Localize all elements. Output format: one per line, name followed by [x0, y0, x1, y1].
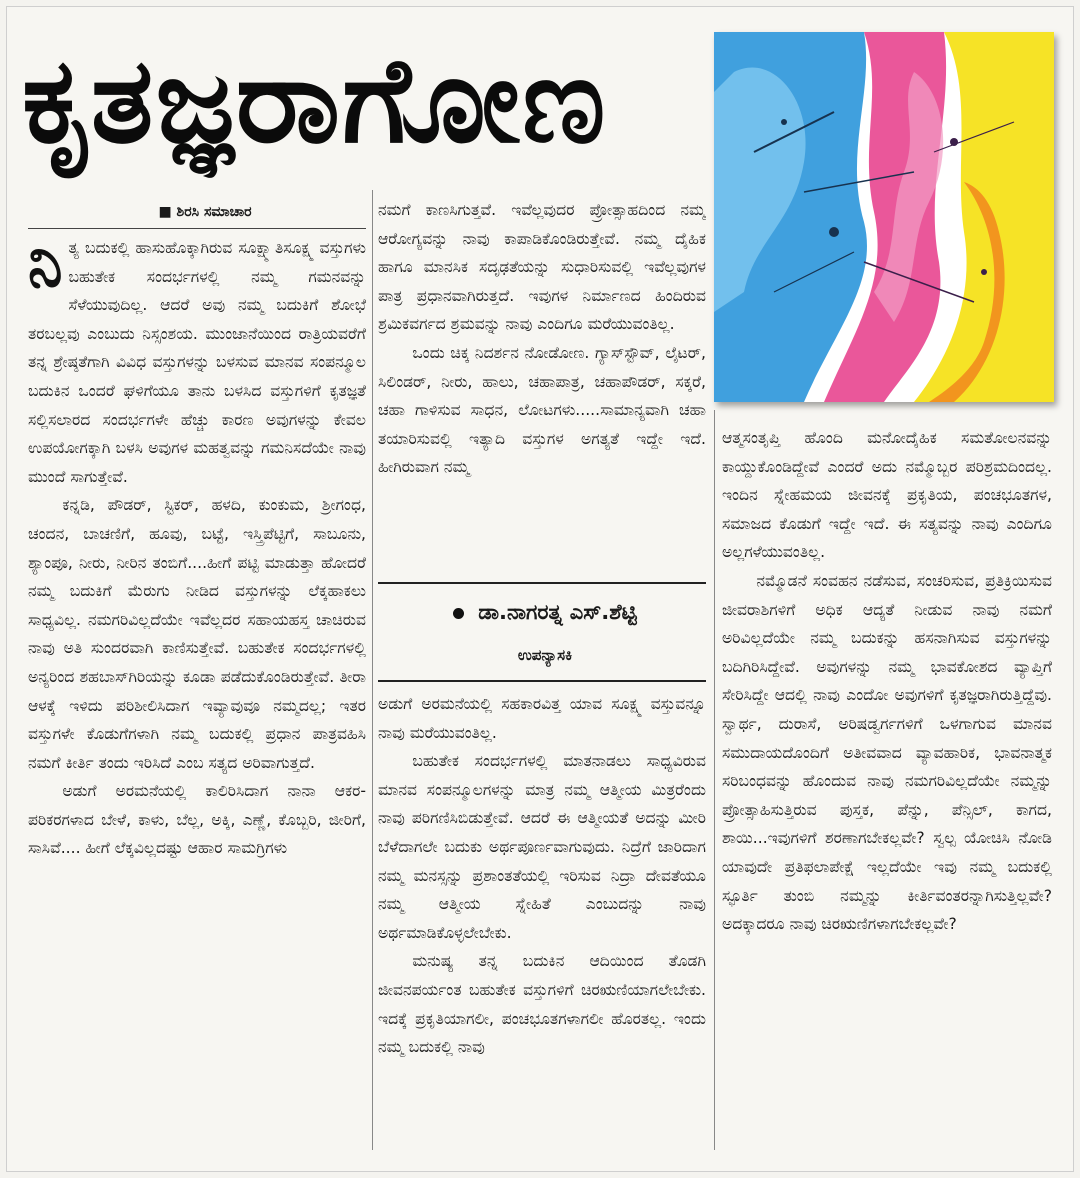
watercolor-illustration	[714, 32, 1054, 402]
author-box-rule-top	[378, 582, 706, 584]
paragraph: ನಮಗೆ ಕಾಣಸಿಗುತ್ತವೆ. ಇವೆಲ್ಲವುದರ ಪ್ರೋತ್ಸಾಹದಿಂದ ನಮ್ಮ ಆರೋಗ್ಯವನ್ನು ನಾವು ಕಾಪಾಡಿಕೊಂಡಿರುತ್ತೇವೆ. ನಮ್ಮ ದೈಹಿಕ ಹಾಗೂ ಮಾನಸಿಕ ಸದೃಢತೆಯನ್ನು ಸುಧಾರಿಸುವಲ್ಲಿ ಇವೆಲ್ಲವುಗಳ ಪಾತ್ರ ಪ್ರಧಾನವಾಗಿರುತ್ತದೆ. ಇವುಗಳ ನಿರ್ಮಾಣದ ಹಿಂದಿರುವ ಶ್ರಮಿಕವರ್ಗದ ಶ್ರಮವನ್ನು ನಾವು ಎಂದಿಗೂ ಮರೆಯುವಂತಿಲ್ಲ.	[378, 201, 706, 334]
paragraph: ನಮ್ಮೊಡನೆ ಸಂವಹನ ನಡೆಸುವ, ಸಂಚರಿಸುವ, ಪ್ರತಿಕ್ರಿಯಿಸುವ ಜೀವರಾಶಿಗಳಿಗೆ ಅಧಿಕ ಆದ್ಯತೆ ನೀಡುವ ನಾವು ನಮಗೆ ಅರಿವಿಲ್ಲದೆಯೇ ನಮ್ಮ ಬದುಕನ್ನು ಹಸನಾಗಿಸುವ ವಸ್ತುಗಳನ್ನು ಬದಿಗಿರಿಸಿದ್ದೇವೆ. ಅವುಗಳನ್ನು ನಮ್ಮ ಭಾವಕೋಶದ ವ್ಯಾಪ್ತಿಗೆ ಸೇರಿಸಿದ್ದೇ ಆದಲ್ಲಿ ನಾವು ಎಂದೋ ಅವುಗಳಿಗೆ ಕೃತಜ್ಞರಾಗಿರುತ್ತಿದ್ದೆವು. ಸ್ವಾರ್ಥ, ದುರಾಸೆ, ಅರಿಷಡ್ವರ್ಗಗಳಿಗೆ ಒಳಗಾಗುವ ಮಾನವ ಸಮುದಾಯದೊಂದಿಗೆ ಅತೀವವಾದ ವ್ಯಾವಹಾರಿಕ, ಭಾವನಾತ್ಮಕ ಸರಿಬಂಧವನ್ನು ಹೊಂದುವ ನಾವು ನಮಗರಿವಿಲ್ಲದೆಯೇ ನಮ್ಮನ್ನು ಪ್ರೋತ್ಸಾಹಿಸುತ್ತಿರುವ ಪುಸ್ತಕ, ಪೆನ್ನು, ಪೆನ್ಸಿಲ್, ಕಾಗದ, ಶಾಯಿ...ಇವುಗಳಿಗೆ ಶರಣಾಗಬೇಕಲ್ಲವೇ? ಸ್ವಲ್ಪ ಯೋಚಿಸಿ ನೋಡಿ ಯಾವುದೇ ಪ್ರತಿಫಲಾಪೇಕ್ಷೆ ಇಲ್ಲದೆಯೇ ಇವು ನಮ್ಮ ಬದುಕಲ್ಲಿ ಸ್ಫೂರ್ತಿ ತುಂಬಿ ನಮ್ಮನ್ನು ಕೀರ್ತಿವಂತರನ್ನಾಗಿಸುತ್ತಿಲ್ಲವೇ? ಅದಕ್ಕಾದರೂ ನಾವು ಚಿರಋಣಿಗಳಾಗಬೇಕಲ್ಲವೇ?	[722, 571, 1052, 934]
column-divider	[372, 190, 373, 1150]
article-column-2-top	[378, 196, 706, 570]
column-divider-top	[28, 228, 366, 229]
article-column-3	[722, 424, 1052, 1142]
paint-splash-graphic	[714, 32, 1054, 402]
article-headline: ಕೃತಜ್ಞರಾಗೋಣ	[22, 31, 608, 169]
column-divider	[714, 410, 715, 1150]
drop-cap: ನಿ	[28, 234, 63, 301]
paragraph: ಅಡುಗೆ ಅರಮನೆಯಲ್ಲಿ ಕಾಲಿರಿಸಿದಾಗ ನಾನಾ ಆಕರ-ಪರಿಕರಗಳಾದ ಬೇಳೆ, ಕಾಳು, ಬೆಲ್ಲ, ಅಕ್ಕಿ, ಎಣ್ಣೆ, ಕೊಬ್ಬರಿ, ಜೀರಿಗೆ, ಸಾಸಿವೆ.... ಹೀಗೆ ಲೆಕ್ಕವಿಲ್ಲದಷ್ಟು ಆಹಾರ ಸಾಮಗ್ರಿಗಳು	[28, 782, 366, 858]
paragraph: ಒಂದು ಚಿಕ್ಕ ನಿದರ್ಶನ ನೋಡೋಣ. ಗ್ಯಾಸ್‌ಸ್ಟೌವ್, ಲೈಟರ್, ಸಿಲಿಂಡರ್, ನೀರು, ಹಾಲು, ಚಹಾಪಾತ್ರ, ಚಹಾಪೌಡರ್, ಸಕ್ಕರೆ, ಚಹಾ ಗಾಳಿಸುವ ಸಾಧನ, ಲೋಟಗಳು.....ಸಾಮಾನ್ಯವಾಗಿ ಚಹಾ ತಯಾರಿಸುವಲ್ಲಿ ಇತ್ಯಾದಿ ವಸ್ತುಗಳ ಅಗತ್ಯತೆ ಇದ್ದೇ ಇದೆ. ಹೀಗಿರುವಾಗ ನಮ್ಮ	[378, 343, 706, 477]
author-name	[380, 592, 710, 632]
article-column-2-bottom	[378, 690, 706, 1142]
paragraph: ಆತ್ಮಸಂತೃಪ್ತಿ ಹೊಂದಿ ಮನೋದೈಹಿಕ ಸಮತೋಲನವನ್ನು ಕಾಯ್ದುಕೊಂಡಿದ್ದೇವೆ ಎಂದರೆ ಅದು ನಮ್ಮೊಬ್ಬರ ಪರಿಶ್ರಮದಿಂದಲ್ಲ. ಇಂದಿನ ಸ್ನೇಹಮಯ ಜೀವನಕ್ಕೆ ಪ್ರಕೃತಿಯ, ಪಂಚಭೂತಗಳ, ಸಮಾಜದ ಕೊಡುಗೆ ಇದ್ದೇ ಇದೆ. ಈ ಸತ್ಯವನ್ನು ನಾವು ಎಂದಿಗೂ ಅಲ್ಲಗಳೆಯುವಂತಿಲ್ಲ.	[722, 429, 1052, 562]
paragraph: ಮನುಷ್ಯ ತನ್ನ ಬದುಕಿನ ಆದಿಯಿಂದ ತೊಡಗಿ ಜೀವನಪರ್ಯಂತ ಬಹುತೇಕ ವಸ್ತುಗಳಿಗೆ ಚಿರಋಣಿಯಾಗಲೇಬೇಕು. ಇದಕ್ಕೆ ಪ್ರಕೃತಿಯಾಗಲೀ, ಪಂಚಭೂತಗಳಾಗಲೀ ಹೊರತಲ್ಲ. ಇಂದು ನಮ್ಮ ಬದುಕಲ್ಲಿ ನಾವು	[378, 952, 706, 1057]
paragraph: ಕನ್ನಡಿ, ಪೌಡರ್, ಸ್ಟಿಕರ್, ಹಳದಿ, ಕುಂಕುಮ, ಶ್ರೀಗಂಧ, ಚಂದನ, ಬಾಚಣಿಗೆ, ಹೂವು, ಬಟ್ಟೆ, ಇಸ್ತ್ರಿಪೆಟ್ಟಿಗೆ, ಸಾಬೂನು, ಶ್ಯಾಂಪೂ, ನೀರು, ನೀರಿನ ತಂಬಿಗೆ....ಹೀಗೆ ಪಟ್ಟಿ ಮಾಡುತ್ತಾ ಹೋದರೆ ನಮ್ಮ ಬದುಕಿಗೆ ಮೆರುಗು ನೀಡಿದ ವಸ್ತುಗಳನ್ನು ಲೆಕ್ಕಹಾಕಲು ಸಾಧ್ಯವಿಲ್ಲ. ನಮಗರಿವಿಲ್ಲದೆಯೇ ಇವೆಲ್ಲದರ ಸಹಾಯಹಸ್ತ ಚಾಚಿರುವ ನಾವು ಅತಿ ಸುಂದರವಾಗಿ ಕಾಣಿಸುತ್ತೇವೆ. ಬಹುತೇಕ ಸಂದರ್ಭಗಳಲ್ಲಿ ಅನ್ಯರಿಂದ ಶಹಬಾಸ್‌ಗಿರಿಯನ್ನು ಕೂಡಾ ಪಡೆದುಕೊಂಡಿರುತ್ತೇವೆ. ತೀರಾ ಆಳಕ್ಕೆ ಇಳಿದು ಪರಿಶೀಲಿಸಿದಾಗ ಇವ್ಯಾವುವೂ ನಮ್ಮದಲ್ಲ; ಇತರ ವಸ್ತುಗಳೇ ಕೊಡುಗೆಗಳಾಗಿ ನಮ್ಮ ಬದುಕಲ್ಲಿ ಪ್ರಧಾನ ಪಾತ್ರವಹಿಸಿ ನಮಗೆ ಕೀರ್ತಿ ತಂದು ಇರಿಸಿದೆ ಎಂಬ ಸತ್ಯದ ಅರಿವಾಗುತ್ತದೆ.	[28, 496, 366, 772]
bullet-icon	[453, 608, 464, 619]
paragraph-text: ತ್ಯ ಬದುಕಲ್ಲಿ ಹಾಸುಹೊಕ್ಕಾಗಿರುವ ಸೂಕ್ಷ್ಮಾತಿಸೂಕ್ಷ್ಮ ವಸ್ತುಗಳು ಬಹುತೇಕ ಸಂದರ್ಭಗಳಲ್ಲಿ ನಮ್ಮ ಗಮನವನ್ನು ಸೆಳೆಯುವುದಿಲ್ಲ. ಆದರೆ ಅವು ನಮ್ಮ ಬದುಕಿಗೆ ಶೋಭೆ ತರಬಲ್ಲವು ಎಂಬುದು ನಿಸ್ಸಂಶಯ. ಮುಂಜಾನೆಯಿಂದ ರಾತ್ರಿಯವರೆಗೆ ತನ್ನ ಶ್ರೇಷ್ಠತೆಗಾಗಿ ವಿವಿಧ ವಸ್ತುಗಳನ್ನು ಬಳಸುವ ಮಾನವ ಸಂಪನ್ಮೂಲ ಬದುಕಿನ ಒಂದರೆ ಘಳಿಗೆಯೂ ತಾನು ಬಳಸಿದ ವಸ್ತುಗಳಿಗೆ ಕೃತಜ್ಞತೆ ಸಲ್ಲಿಸಲಾರದ ಸಂದರ್ಭಗಳೇ ಹೆಚ್ಚು ಕಾರಣ ಅವುಗಳನ್ನು ಕೇವಲ ಉಪಯೋಗಕ್ಕಾಗಿ ಬಳಸಿ ಅವುಗಳ ಮಹತ್ವವನ್ನು ಗಮನಿಸದೆಯೇ ನಾವು ಮುಂದೆ ಸಾಗುತ್ತೇವೆ.	[28, 239, 366, 486]
paragraph: ಅಡುಗೆ ಅರಮನೆಯಲ್ಲಿ ಸಹಕಾರವಿತ್ತ ಯಾವ ಸೂಕ್ಷ್ಮ ವಸ್ತುವನ್ನೂ ನಾವು ಮರೆಯುವಂತಿಲ್ಲ.	[378, 695, 706, 742]
author-box-rule-bottom	[378, 680, 706, 682]
news-source: ■ ಶಿರಸಿ ಸಮಾಚಾರ	[158, 204, 252, 220]
paragraph	[28, 234, 366, 491]
article-column-1	[28, 234, 366, 1142]
author-name-text: ಡಾ.ನಾಗರತ್ನ ಎಸ್.ಶೆಟ್ಟಿ	[478, 600, 637, 624]
author-designation: ಉಪನ್ಯಾಸಕಿ	[517, 646, 573, 664]
paragraph: ಬಹುತೇಕ ಸಂದರ್ಭಗಳಲ್ಲಿ ಮಾತನಾಡಲು ಸಾಧ್ಯವಿರುವ ಮಾನವ ಸಂಪನ್ಮೂಲಗಳನ್ನು ಮಾತ್ರ ನಮ್ಮ ಆತ್ಮೀಯ ಮಿತ್ರರೆಂದು ನಾವು ಪರಿಗಣಿಸಿಬಿಡುತ್ತೇವೆ. ಆದರೆ ಈ ಆತ್ಮೀಯತೆ ಅದನ್ನು ಮೀರಿ ಬೆಳೆದಾಗಲೇ ಬದುಕು ಅರ್ಥಪೂರ್ಣವಾಗುವುದು. ನಿದ್ರೆಗೆ ಜಾರಿದಾಗ ನಮ್ಮ ಮನಸ್ಸನ್ನು ಪ್ರಶಾಂತತೆಯಲ್ಲಿ ಇರಿಸುವ ನಿದ್ರಾ ದೇವತೆಯೂ ನಮ್ಮ ಆತ್ಮೀಯ ಸ್ನೇಹಿತೆ ಎಂಬುದನ್ನು ನಾವು ಅರ್ಥಮಾಡಿಕೊಳ್ಳಲೇಬೇಕು.	[378, 752, 706, 942]
